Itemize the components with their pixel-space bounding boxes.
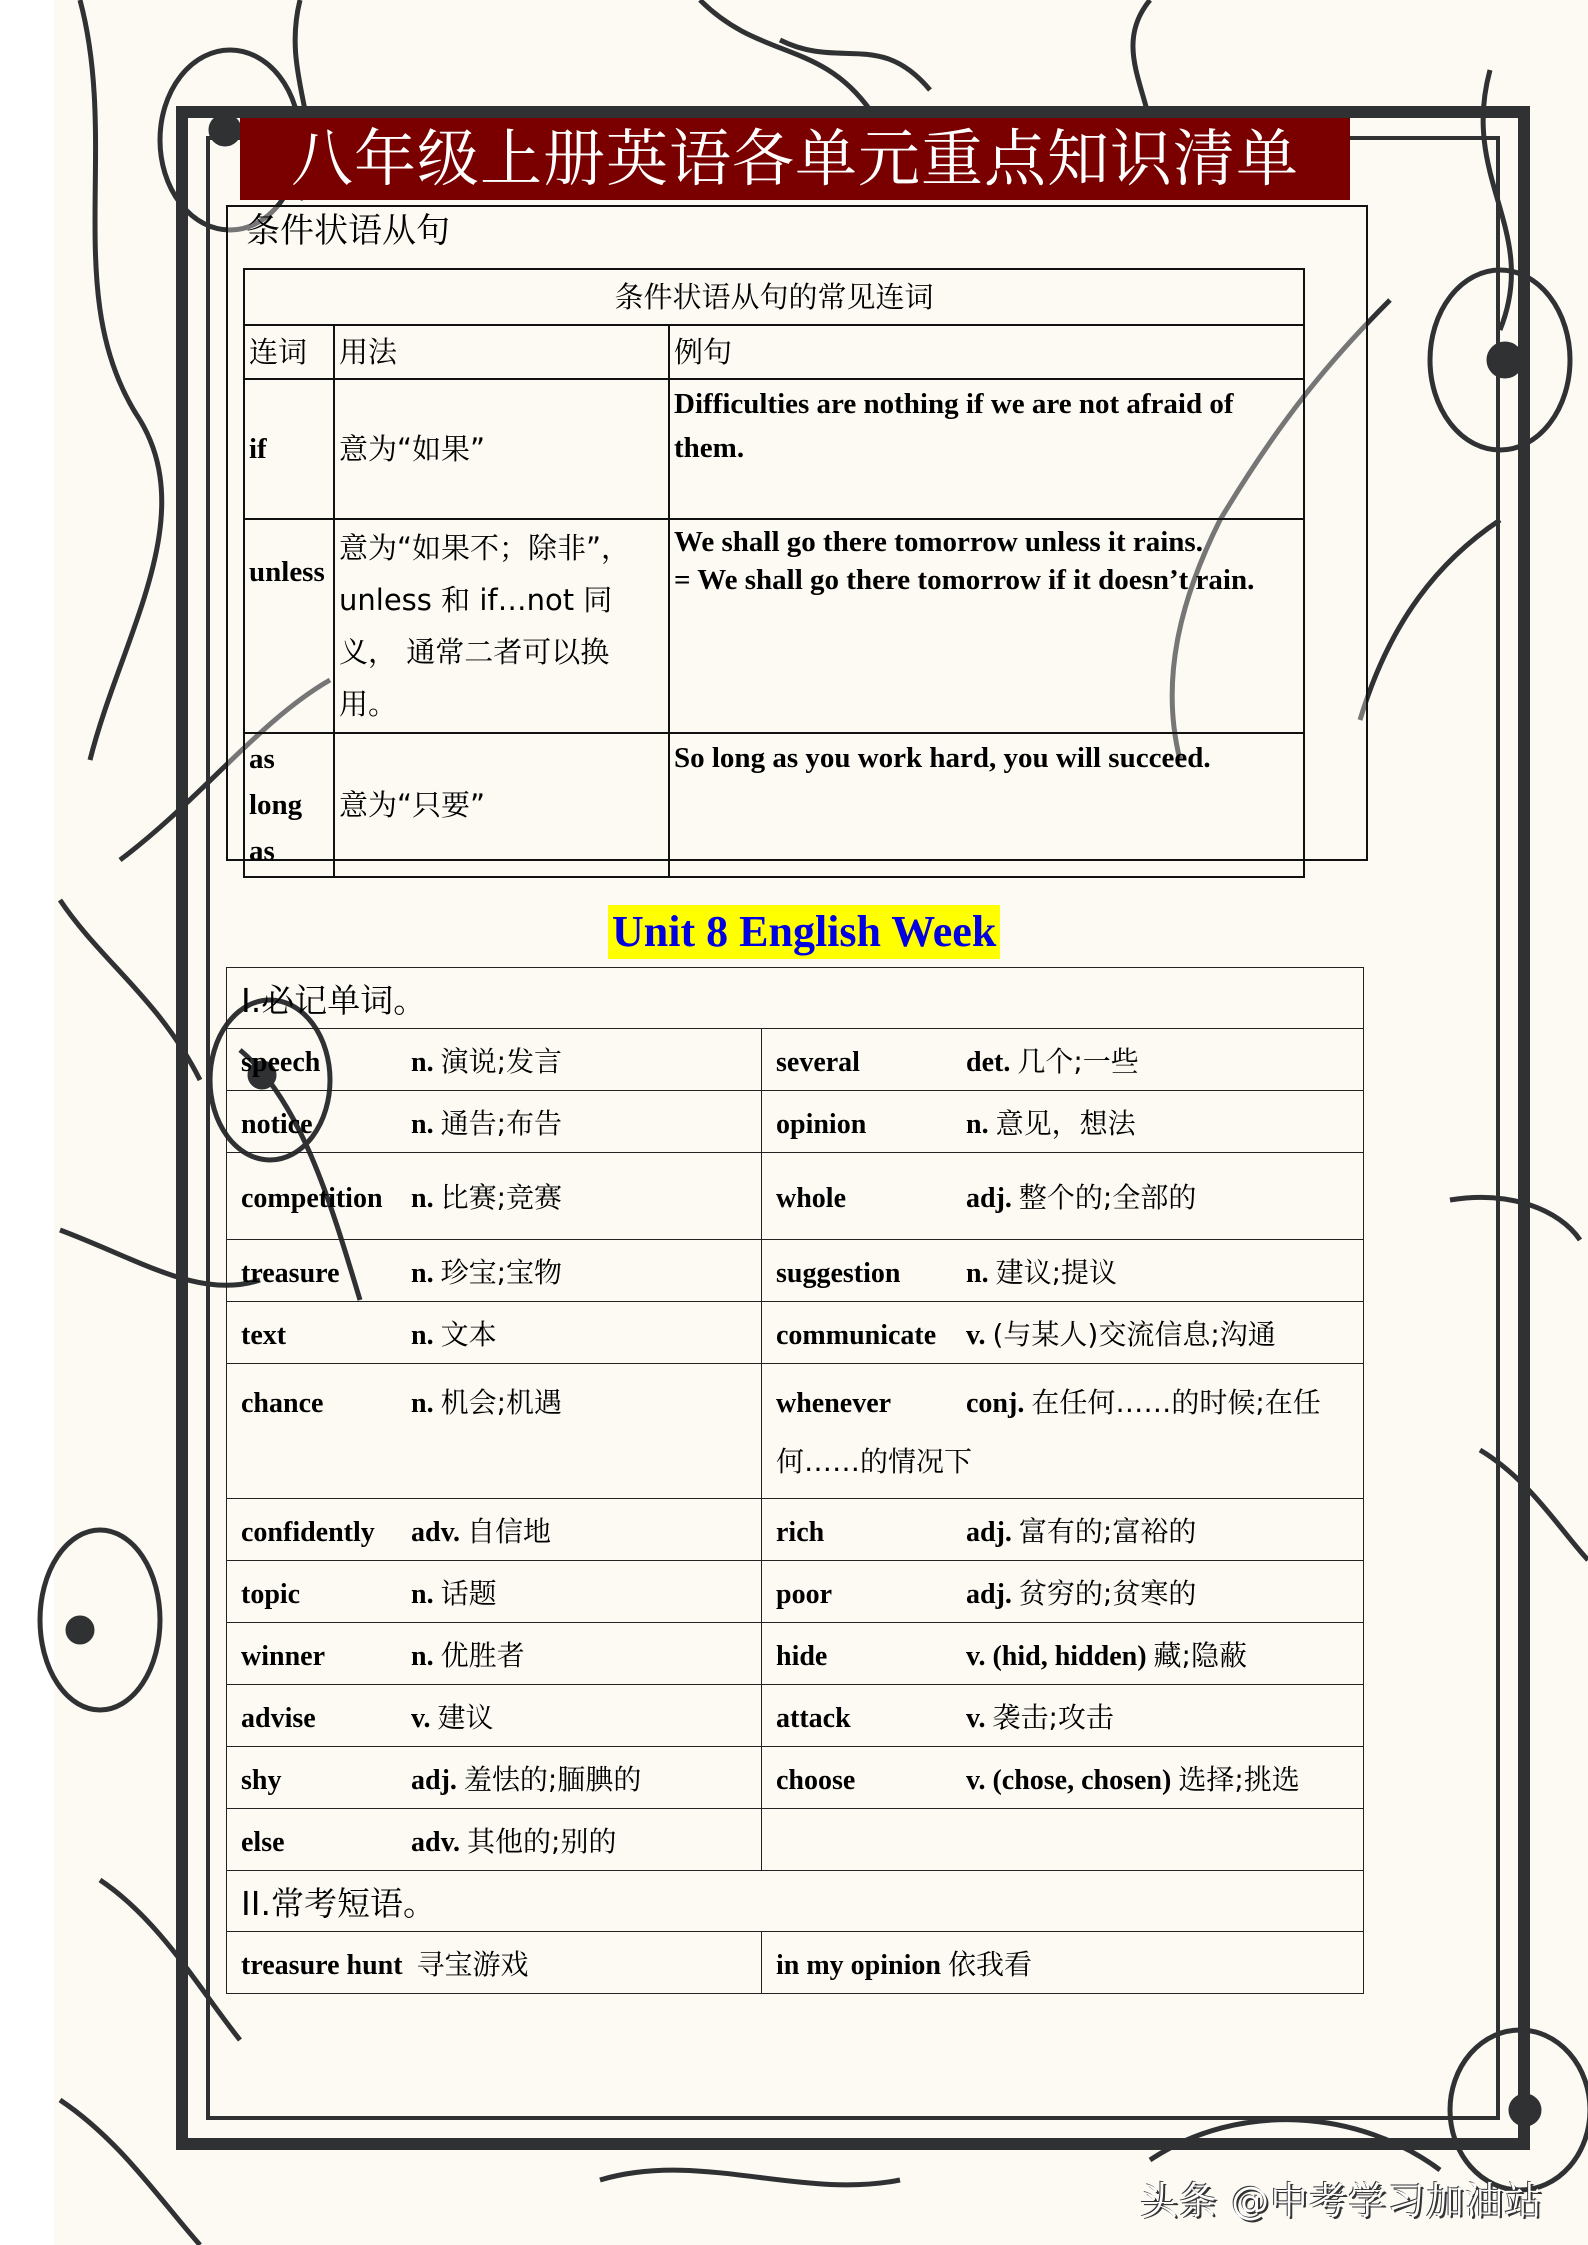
vocab-pos: n. [411,1319,434,1351]
vocab-meaning: 比赛;竞赛 [440,1181,563,1214]
vocab-pos: n. [411,1046,434,1078]
vocab-word: whenever [776,1388,892,1419]
vocab-meaning: 其他的;别的 [467,1824,617,1858]
section-title-words: I.必记单词。 [227,968,1364,1029]
vocab-word: chance [241,1388,324,1419]
vocab-meaning: 羞怯的;腼腆的 [463,1762,642,1796]
vocab-meaning: 整个的;全部的 [1018,1181,1197,1214]
vocab-meaning: 意见，想法 [995,1106,1136,1140]
vocab-pos: adj. [966,1578,1012,1610]
vocab-cell [227,1364,762,1499]
example-cell [669,519,1304,733]
vocab-pos: n. [411,1183,434,1214]
vocab-word: confidently [241,1516,375,1548]
vocab-cell [762,1240,1364,1302]
vocab-word: hide [776,1640,828,1672]
vocab-row [227,1685,1364,1747]
vocab-cell [227,1153,762,1240]
vocab-word: notice [241,1108,313,1140]
vocab-row [227,1561,1364,1623]
vocab-word: rich [776,1516,825,1548]
vocab-row [227,1153,1364,1240]
vocab-word: communicate [776,1319,937,1351]
vocab-word: else [241,1826,285,1858]
vocab-meaning: 话题 [440,1576,497,1610]
vocab-word: competition [241,1183,383,1214]
vocab-meaning: 袭击;攻击 [992,1700,1114,1734]
example-sentence: We shall go there tomorrow unless it rains. [674,526,1203,558]
vocab-meaning: 珍宝;宝物 [440,1255,563,1289]
usage-cell: 意为“只要” [334,733,669,877]
vocab-table [226,967,1364,1994]
vocab-word: poor [776,1578,832,1610]
table-row [244,379,1304,519]
vocab-row [227,1091,1364,1153]
vocab-meaning: 贫穷的;贫寒的 [1018,1576,1197,1610]
phrase-text: treasure hunt [241,1949,403,1981]
vocab-cell [762,1809,1364,1871]
vocab-pos: adj. [411,1764,457,1796]
conj-cell: as long as [244,733,334,877]
vocab-cell [227,1623,762,1685]
vocab-word: speech [241,1046,321,1078]
vocab-meaning: 文本 [440,1317,497,1351]
example-cell: Difficulties are nothing if we are not afraid of them. [669,379,1304,519]
vocab-cell [227,1029,762,1091]
vocab-pos: n. [411,1108,434,1140]
table-caption: 条件状语从句的常见连词 [244,269,1304,325]
vocab-row [227,1623,1364,1685]
phrase-cell [762,1932,1364,1994]
vocab-word: winner [241,1640,325,1672]
vocab-meaning: 选择;挑选 [1178,1762,1300,1796]
vocab-pos: conj. [966,1388,1025,1419]
phrase-meaning: 依我看 [947,1947,1032,1981]
vocab-pos: adv. [411,1516,461,1548]
vocab-pos: v. [411,1702,431,1734]
phrase-cell [227,1932,762,1994]
vocab-cell [762,1029,1364,1091]
vocab-rows [227,1029,1364,1871]
phrase-meaning: 寻宝游戏 [416,1947,529,1981]
unit-title: Unit 8 English Week [608,905,1000,959]
vocab-row [227,1029,1364,1091]
vocab-pos: adj. [966,1516,1012,1548]
phrase-text: in my opinion [776,1949,941,1981]
vocab-cell [762,1561,1364,1623]
vocab-pos: n. [966,1108,989,1140]
vocab-word: advise [241,1702,316,1734]
vocab-meaning: 富有的;富裕的 [1018,1514,1197,1548]
vocab-meaning: 藏;隐蔽 [1153,1638,1247,1672]
vocab-pos: v. (hid, hidden) [966,1640,1147,1672]
conj-cell: if [244,379,334,519]
vocab-pos: n. [411,1388,434,1419]
table-row [244,733,1304,877]
vocab-pos: adv. [411,1826,461,1858]
vocab-word: opinion [776,1108,867,1140]
vocab-meaning: 机会;机遇 [440,1386,563,1419]
vocab-cell [227,1091,762,1153]
vocab-pos: n. [966,1257,989,1289]
vocab-meaning: 自信地 [467,1514,552,1548]
vocab-meaning: 优胜者 [440,1638,525,1672]
vocab-cell [762,1685,1364,1747]
conj-cell: unless [244,519,334,733]
vocab-cell [227,1561,762,1623]
example-sentence-alt: = We shall go there tomorrow if it doesn’t rain. [674,564,1255,596]
vocab-cell [762,1499,1364,1561]
vocab-pos: v. [966,1319,986,1351]
phrase-row [227,1932,1364,1994]
vocab-meaning: (与某人)交流信息;沟通 [992,1317,1276,1351]
vocab-row [227,1747,1364,1809]
vocab-word: several [776,1046,860,1078]
vocab-meaning: 在任何……的时候;在任何……的情况下 [776,1386,1321,1478]
conjunction-table [243,268,1305,878]
vocab-pos: n. [411,1578,434,1610]
vocab-pos: v. (chose, chosen) [966,1764,1172,1796]
vocab-word: attack [776,1702,851,1734]
vocab-meaning: 演说;发言 [440,1044,563,1078]
vocab-pos: det. [966,1046,1011,1078]
column-header-usage: 用法 [334,325,669,379]
table-row [244,519,1304,733]
vocab-cell [227,1747,762,1809]
vocab-cell [227,1302,762,1364]
page-title: 八年级上册英语各单元重点知识清单 [240,118,1350,200]
vocab-cell [762,1364,1364,1499]
vocab-row [227,1809,1364,1871]
vocab-meaning: 建议 [437,1700,494,1734]
grammar-heading: 条件状语从句 [246,211,450,251]
vocab-cell [227,1685,762,1747]
vocab-cell [762,1623,1364,1685]
watermark: 头条 @中考学习加油站 [1140,2179,1544,2223]
vocab-pos: n. [411,1257,434,1289]
vocab-meaning: 建议;提议 [995,1255,1118,1289]
table-header-row [244,325,1304,379]
vocab-cell [227,1809,762,1871]
section-title-phrases: II.常考短语。 [227,1871,1364,1932]
column-header-example: 例句 [669,325,1304,379]
vocab-word: whole [776,1183,846,1214]
column-header-conj: 连词 [244,325,334,379]
vocab-cell [762,1302,1364,1364]
usage-cell: 意为“如果” [334,379,669,519]
vocab-word: topic [241,1578,301,1610]
vocab-meaning: 几个;一些 [1017,1044,1139,1078]
vocab-word: shy [241,1764,282,1796]
vocab-pos: n. [411,1640,434,1672]
vocab-word: choose [776,1764,856,1796]
vocab-pos: adj. [966,1183,1012,1214]
vocab-cell [762,1747,1364,1809]
vocab-row [227,1240,1364,1302]
vocab-cell [227,1499,762,1561]
usage-cell: 意为“如果不；除非”，unless 和 if…not 同义， 通常二者可以换用。 [334,519,669,733]
vocab-cell [227,1240,762,1302]
vocab-cell [762,1153,1364,1240]
vocab-word: suggestion [776,1257,901,1289]
vocab-cell [762,1091,1364,1153]
vocab-row [227,1364,1364,1499]
vocab-word: text [241,1319,287,1351]
example-cell: So long as you work hard, you will succeed. [669,733,1304,877]
vocab-row [227,1499,1364,1561]
vocab-word: treasure [241,1257,340,1289]
vocab-meaning: 通告;布告 [440,1106,563,1140]
vocab-pos: v. [966,1702,986,1734]
vocab-row [227,1302,1364,1364]
